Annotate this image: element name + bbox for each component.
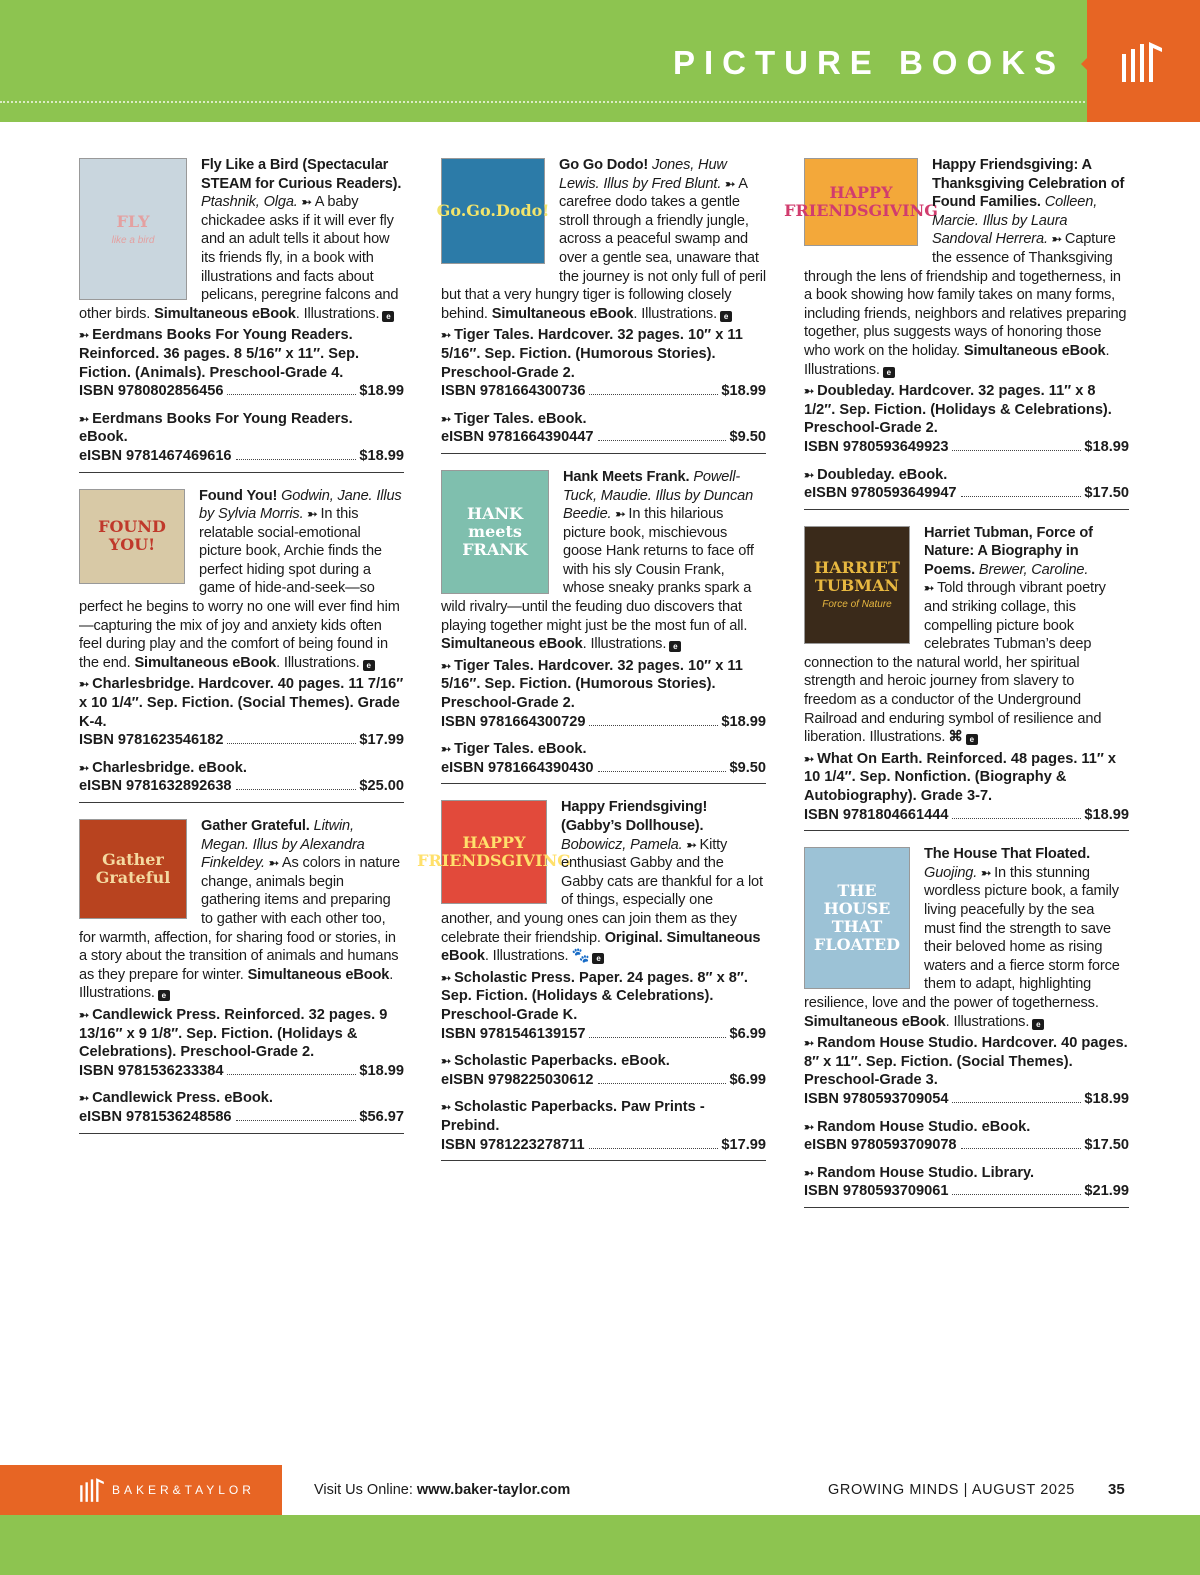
arrow-icon: ➳ (804, 1165, 812, 1180)
isbn-number: ISBN 9780593649923 (804, 438, 949, 455)
arrow-icon: ➳ (441, 1054, 449, 1069)
book-title[interactable]: The House That Floated. (924, 846, 1091, 863)
ebook-icon: e (382, 311, 394, 322)
isbn-line (79, 731, 404, 750)
book-description: Told through vibrant poetry and striking collage, this compelling picture book celebrates Tubman’s deep connection to the natural world, her spiritual strength and heroic journey from slavery to freedom as a conductor of the Underground Railroad and enduring symbol of resilience and liberation. (804, 580, 1106, 746)
arrow-icon: ➳ (804, 1036, 812, 1051)
arrow-icon: ➳ (301, 195, 309, 210)
edition-details (441, 1098, 766, 1135)
edition-block (441, 326, 766, 400)
dot-leader (598, 440, 727, 441)
edition-details (804, 466, 1129, 485)
edition-block (804, 382, 1129, 456)
book-title[interactable]: Found You! (199, 487, 278, 504)
book-description: Kitty enthusiast Gabby and the Gabby cats are thankful for a lot of things, especially one another, and young ones can join them as they celebrate their friendship. (441, 836, 763, 946)
arrow-icon: ➳ (686, 837, 694, 852)
arrow-icon: ➳ (79, 677, 87, 692)
edition-details-text: Candlewick Press. Reinforced. 32 pages. 9 13/16″ x 9 1/8″. Sep. Fiction. (Holidays & Celebrations). Preschool-Grade 2. (79, 1006, 388, 1061)
price: $18.99 (359, 1062, 404, 1079)
isbn-line (441, 759, 766, 778)
edition-block (804, 466, 1129, 503)
edition-block (79, 326, 404, 400)
ebook-note: Simultaneous eBook (491, 305, 634, 322)
price: $25.00 (359, 778, 404, 795)
book-title[interactable]: Fly Like a Bird (Spectacular STEAM for Curious Readers). (201, 157, 402, 192)
dot-leader (589, 394, 718, 395)
footer-brand-name: BAKER&TAYLOR (112, 1483, 255, 1497)
arrow-icon: ➳ (441, 1100, 449, 1115)
isbn-line (804, 438, 1129, 457)
edition-details-text: Eerdmans Books For Young Readers. eBook. (79, 410, 353, 446)
book-extra: . Illustrations. (804, 342, 1110, 378)
isbn-number: ISBN 9781804661444 (804, 806, 949, 823)
column-3 (784, 156, 1129, 1222)
arrow-icon: ➳ (615, 507, 623, 522)
edition-details (441, 1052, 766, 1071)
book-cover-title: HAPPY FRIENDSGIVING (417, 833, 571, 871)
isbn-line (441, 713, 766, 732)
book-entry (417, 798, 766, 1161)
book-entry (79, 156, 404, 473)
edition-details (441, 969, 766, 1025)
format-glyph-icon: ⌘ (948, 729, 963, 746)
book-author: Bobowicz, Pamela. (561, 836, 683, 853)
edition-details (79, 1006, 404, 1062)
isbn-line (79, 447, 404, 466)
book-description: As colors in nature change, animals begin gathering items and preparing to gather with each other too, for warmth, affection, for sharing food or stories, in a story about the transition of animals and humans as they prepare for winter. (79, 855, 400, 983)
ebook-note: Original. Simultaneous eBook (441, 929, 761, 965)
edition-block (79, 675, 404, 749)
price: $18.99 (1084, 806, 1129, 823)
book-author: Litwin, Megan. Illus by Alexandra Finkeldey. (201, 818, 365, 872)
book-cover[interactable] (79, 489, 185, 584)
edition-details-text: Candlewick Press. eBook. (92, 1090, 273, 1107)
dot-leader (961, 1148, 1082, 1149)
isbn-number: eISBN 9781664390447 (441, 429, 594, 446)
book-title[interactable]: Gather Grateful. (201, 818, 310, 834)
dot-leader (227, 1074, 356, 1075)
book-author: Brewer, Caroline. (978, 561, 1089, 578)
edition-details-text: Scholastic Paperbacks. eBook. (454, 1053, 670, 1070)
dot-leader (227, 743, 356, 744)
arrow-icon: ➳ (441, 328, 449, 343)
edition-details-text: Scholastic Press. Paper. 24 pages. 8″ x 8″. Sep. Fiction. (Holidays & Celebrations). Preschool-Grade K. (441, 969, 748, 1023)
dot-leader (236, 789, 357, 790)
footer-magazine-issue: GROWING MINDS | AUGUST 2025 (828, 1482, 1075, 1498)
book-author: Jones, Huw Lewis. Illus by Fred Blunt. (559, 157, 727, 192)
book-cover[interactable] (436, 158, 550, 264)
arrow-icon: ➳ (804, 467, 812, 482)
book-extra: . Illustrations. (79, 966, 394, 1002)
arrow-icon: ➳ (804, 1119, 812, 1134)
arrow-icon: ➳ (804, 384, 812, 399)
arrow-icon: ➳ (1051, 232, 1059, 247)
section-title: PICTURE BOOKS (672, 44, 1065, 81)
book-title[interactable]: Happy Friendsgiving! (Gabby’s Dollhouse). (561, 799, 708, 834)
edition-details (79, 326, 404, 382)
price: $17.99 (721, 1136, 766, 1153)
edition-details (441, 326, 766, 382)
book-author: Ptashnik, Olga. (201, 194, 298, 211)
edition-block (79, 410, 404, 466)
isbn-number: ISBN 9781664300736 (441, 383, 586, 400)
price: $18.99 (721, 713, 766, 730)
book-title[interactable]: Happy Friendsgiving: A Thanksgiving Celebration of Found Families. (932, 157, 1125, 211)
book-cover[interactable] (441, 470, 549, 594)
dot-leader (952, 818, 1081, 819)
edition-details (79, 675, 404, 731)
footer-visit (314, 1482, 570, 1498)
book-title[interactable]: Harriet Tubman, Force of Nature: A Biography in Poems. (924, 524, 1093, 578)
price: $18.99 (1084, 438, 1129, 455)
isbn-line (79, 382, 404, 401)
isbn-line (804, 1182, 1129, 1201)
dot-leader (598, 1083, 727, 1084)
column-1 (79, 156, 404, 1148)
dot-leader (589, 1148, 719, 1149)
price: $56.97 (359, 1108, 404, 1125)
book-description: In this hilarious picture book, mischievous goose Hank returns to face off with his sly Cousin Frank, whose sneaky pranks spark a wild rivalry—until the feuding duo discovers that playing together might just be the most fun of all. (441, 506, 754, 634)
edition-block (441, 740, 766, 777)
isbn-line (804, 806, 1129, 825)
price: $17.99 (359, 732, 404, 749)
isbn-number: eISBN 9798225030612 (441, 1071, 594, 1088)
price: $21.99 (1084, 1183, 1129, 1200)
edition-block (804, 1164, 1129, 1201)
price: $18.99 (359, 447, 404, 464)
book-cover-title: FLY (116, 211, 150, 231)
dot-leader (589, 725, 718, 726)
book-cover-title: HARRIET TUBMAN (814, 558, 900, 596)
price: $18.99 (359, 383, 404, 400)
arrow-icon: ➳ (79, 411, 87, 426)
book-entry (441, 468, 766, 785)
edition-details-text: What On Earth. Reinforced. 48 pages. 11″ x 10 1/4″. Sep. Nonfiction. (Biography & Autobiography). Grade 3-7. (804, 750, 1117, 804)
edition-block (804, 1118, 1129, 1155)
ebook-note: Simultaneous eBook (154, 305, 296, 322)
arrow-icon: ➳ (441, 742, 449, 757)
dot-leader (961, 496, 1082, 497)
isbn-line (79, 1062, 404, 1081)
arrow-icon: ➳ (441, 970, 449, 985)
edition-details-text: Eerdmans Books For Young Readers. Reinforced. 36 pages. 8 5/16″ x 11″. Sep. Fiction. (Animals). Preschool-Grade 4. (79, 327, 360, 381)
isbn-line (79, 1108, 404, 1127)
edition-details (441, 657, 766, 713)
book-cover-title: FOUND YOU! (98, 517, 166, 554)
ebook-note: Simultaneous eBook (963, 342, 1106, 359)
edition-details-text: Scholastic Paperbacks. Paw Prints - Prebind. (441, 1099, 705, 1134)
ebook-icon: e (158, 990, 170, 1001)
isbn-number: ISBN 9781664300729 (441, 713, 586, 730)
book-entry (804, 845, 1129, 1208)
edition-details-text: Tiger Tales. eBook. (454, 410, 587, 427)
header-banner (0, 0, 1200, 122)
dot-leader (952, 450, 1081, 451)
ebook-icon: e (1032, 1019, 1044, 1030)
book-description: A carefree dodo takes a gentle stroll through a friendly jungle, across a peaceful swamp and over a gentle sea, unaware that the journey is not only full of peril but that a very hungry tiger is following closely behind. (441, 175, 766, 322)
edition-details (804, 750, 1129, 806)
edition-details-text: Random House Studio. Library. (817, 1164, 1035, 1181)
arrow-icon: ➳ (441, 658, 449, 673)
price: $17.50 (1084, 1137, 1129, 1154)
edition-block (441, 1052, 766, 1089)
book-extra: Illustrations. (869, 729, 946, 746)
edition-block (804, 750, 1129, 824)
isbn-number: ISBN 9781536233384 (79, 1062, 224, 1079)
book-entry (79, 817, 404, 1134)
isbn-line (441, 428, 766, 447)
edition-details-text: Doubleday. eBook. (817, 466, 948, 483)
book-cover-title: THE HOUSE THAT FLOATED (813, 881, 901, 955)
arrow-icon: ➳ (441, 411, 449, 426)
price: $9.50 (729, 429, 766, 446)
isbn-number: ISBN 9781546139157 (441, 1025, 586, 1042)
edition-details-text: Tiger Tales. Hardcover. 32 pages. 10″ x 11 5/16″. Sep. Fiction. (Humorous Stories). Preschool-Grade 2. (441, 327, 743, 381)
book-extra: . Illustrations. (582, 636, 667, 653)
edition-details-text: Charlesbridge. Hardcover. 40 pages. 11 7/16″ x 10 1/4″. Sep. Fiction. (Social Themes). Grade K-4. (79, 676, 404, 730)
edition-block (79, 1089, 404, 1126)
arrow-icon: ➳ (804, 751, 812, 766)
footer-logo-icon (79, 1477, 105, 1503)
isbn-line (804, 1136, 1129, 1155)
column-2 (417, 156, 766, 1175)
edition-details-text: Tiger Tales. eBook. (454, 741, 587, 758)
book-cover-subtitle: Force of Nature (822, 599, 892, 611)
isbn-line (441, 1071, 766, 1090)
book-cover[interactable] (804, 847, 910, 989)
edition-details (79, 410, 404, 447)
edition-details (441, 410, 766, 429)
ebook-note: Simultaneous eBook (247, 966, 390, 983)
price: $18.99 (1084, 1090, 1129, 1107)
dot-leader (227, 394, 356, 395)
header-dotted-rule (0, 101, 1200, 103)
book-cover-subtitle: like a bird (111, 234, 155, 246)
arrow-icon: ➳ (79, 1091, 87, 1106)
book-entry (804, 524, 1129, 832)
arrow-icon: ➳ (268, 856, 276, 871)
dot-leader (236, 1120, 357, 1121)
edition-block (79, 1006, 404, 1080)
isbn-number: ISBN 9780593709061 (804, 1183, 949, 1200)
book-cover-title: Gather Grateful (95, 850, 171, 887)
isbn-number: eISBN 9781536248586 (79, 1108, 232, 1125)
format-glyph-icon: 🐾 (571, 948, 590, 965)
isbn-line (441, 1025, 766, 1044)
price: $9.50 (729, 759, 766, 776)
arrow-icon: ➳ (725, 176, 733, 191)
book-author: Colleen, Marcie. Illus by Laura Sandoval Herrera. (932, 194, 1098, 248)
book-cover-title: HANK meets FRANK (462, 503, 528, 559)
ebook-note: Simultaneous eBook (804, 1013, 946, 1030)
edition-details (441, 740, 766, 759)
isbn-number: eISBN 9781467469616 (79, 447, 232, 464)
dot-leader (589, 1037, 726, 1038)
isbn-number: eISBN 9780593649947 (804, 485, 957, 502)
book-extra: . Illustrations. (945, 1013, 1030, 1030)
edition-details (79, 759, 404, 778)
edition-block (441, 969, 766, 1043)
edition-details-text: Tiger Tales. Hardcover. 32 pages. 10″ x 11 5/16″. Sep. Fiction. (Humorous Stories). Preschool-Grade 2. (441, 657, 743, 712)
ebook-icon: e (966, 734, 978, 745)
isbn-number: ISBN 9780593709054 (804, 1090, 949, 1107)
book-description: In this relatable social-emotional picture book, Archie finds the perfect hiding spot during a game of hide-and-seek—so perfect he begins to worry no one will ever find him—capturing the mix of joy and anxiety kids often feel during play and the comfort of being found in the end. (79, 506, 400, 671)
price: $6.99 (729, 1025, 766, 1042)
ebook-icon: e (592, 953, 604, 964)
isbn-number: ISBN 9780802856456 (79, 383, 224, 400)
ebook-icon: e (669, 641, 681, 652)
book-title[interactable]: Hank Meets Frank. (563, 468, 690, 485)
book-description: Capture the essence of Thanksgiving through the lens of friendship and togetherness, in a book showing how family takes on many forms, including friends, neighbors and relatives preparing together, plus suggests ways of honoring those who work on the holiday. (804, 231, 1127, 359)
book-entry (79, 487, 404, 804)
isbn-line (441, 382, 766, 401)
edition-details (79, 1089, 404, 1108)
book-description: In this stunning wordless picture book, a family living peacefully by the sea must find the strength to save their beloved home as rising waters and a fierce storm force them to adapt, highlighting resilience, love and the power of togetherness. (804, 864, 1120, 1011)
ebook-icon: e (720, 311, 732, 322)
isbn-number: ISBN 9781623546182 (79, 732, 224, 749)
book-extra: . Illustrations. (295, 305, 380, 322)
book-cover-title: Go.Go.Dodo! (436, 201, 550, 220)
isbn-line (804, 1090, 1129, 1109)
book-entry (436, 156, 766, 454)
page-number: 35 (1108, 1481, 1125, 1498)
edition-block (804, 1034, 1129, 1108)
dot-leader (598, 771, 727, 772)
book-cover[interactable] (79, 819, 187, 919)
edition-details (804, 1118, 1129, 1137)
footer-url-link[interactable]: www.baker-taylor.com (416, 1482, 571, 1498)
isbn-number: eISBN 9781632892638 (79, 778, 232, 795)
book-author: Guojing. (924, 864, 978, 881)
price: $17.50 (1084, 485, 1129, 502)
ebook-note: Simultaneous eBook (134, 654, 277, 671)
book-extra: . Illustrations. (276, 654, 360, 671)
edition-details (804, 1034, 1129, 1090)
dot-leader (952, 1194, 1081, 1195)
arrow-icon: ➳ (924, 581, 932, 596)
book-author: Powell-Tuck, Maudie. Illus by Duncan Beedie. (563, 468, 754, 523)
edition-details-text: Random House Studio. Hardcover. 40 pages. 8″ x 11″. Sep. Fiction. (Social Themes). Preschool-Grade 3. (804, 1035, 1128, 1089)
book-cover[interactable] (784, 158, 938, 246)
book-title[interactable]: Go Go Dodo! (559, 157, 649, 173)
footer-visit-label: Visit Us Online: (314, 1482, 417, 1498)
price: $6.99 (729, 1071, 766, 1088)
arrow-icon: ➳ (981, 865, 989, 880)
isbn-number: eISBN 9780593709078 (804, 1137, 957, 1154)
footer-green-bar (0, 1515, 1200, 1575)
book-cover-title: HAPPY FRIENDSGIVING (784, 183, 938, 220)
isbn-line (804, 484, 1129, 503)
arrow-icon: ➳ (79, 328, 87, 343)
edition-details-text: Charlesbridge. eBook. (92, 759, 247, 776)
arrow-icon: ➳ (79, 760, 87, 775)
isbn-number: eISBN 9781664390430 (441, 759, 594, 776)
book-description: A baby chickadee asks if it will ever fly and an adult tells it about how its friends fly, in a book with illustrations and facts about pelicans, peregrine falcons and other birds. (79, 194, 399, 322)
edition-block (79, 759, 404, 796)
ebook-note: Simultaneous eBook (441, 636, 583, 653)
edition-details-text: Doubleday. Hardcover. 32 pages. 11″ x 8 1/2″. Sep. Fiction. (Holidays & Celebrations). Preschool-Grade 2. (804, 383, 1112, 437)
edition-block (441, 410, 766, 447)
book-cover[interactable] (417, 800, 571, 904)
isbn-line (441, 1136, 766, 1155)
book-extra: . Illustrations. (484, 948, 569, 965)
book-author: Godwin, Jane. Illus by Sylvia Morris. (199, 487, 402, 523)
edition-details-text: Random House Studio. eBook. (817, 1118, 1031, 1135)
arrow-icon: ➳ (307, 507, 315, 522)
edition-details (804, 382, 1129, 438)
edition-block (441, 657, 766, 731)
isbn-line (79, 777, 404, 796)
edition-details (804, 1164, 1129, 1183)
book-entry (784, 156, 1129, 510)
arrow-icon: ➳ (79, 1007, 87, 1022)
dot-leader (236, 459, 357, 460)
book-extra: . Illustrations. (633, 305, 717, 322)
dot-leader (952, 1102, 1081, 1103)
edition-block (441, 1098, 766, 1154)
baker-taylor-logo-icon (1120, 40, 1164, 84)
ebook-icon: e (363, 660, 375, 671)
book-cover[interactable] (804, 526, 910, 644)
isbn-number: ISBN 9781223278711 (441, 1136, 585, 1153)
price: $18.99 (721, 383, 766, 400)
ebook-icon: e (883, 367, 895, 378)
book-cover[interactable] (79, 158, 187, 300)
